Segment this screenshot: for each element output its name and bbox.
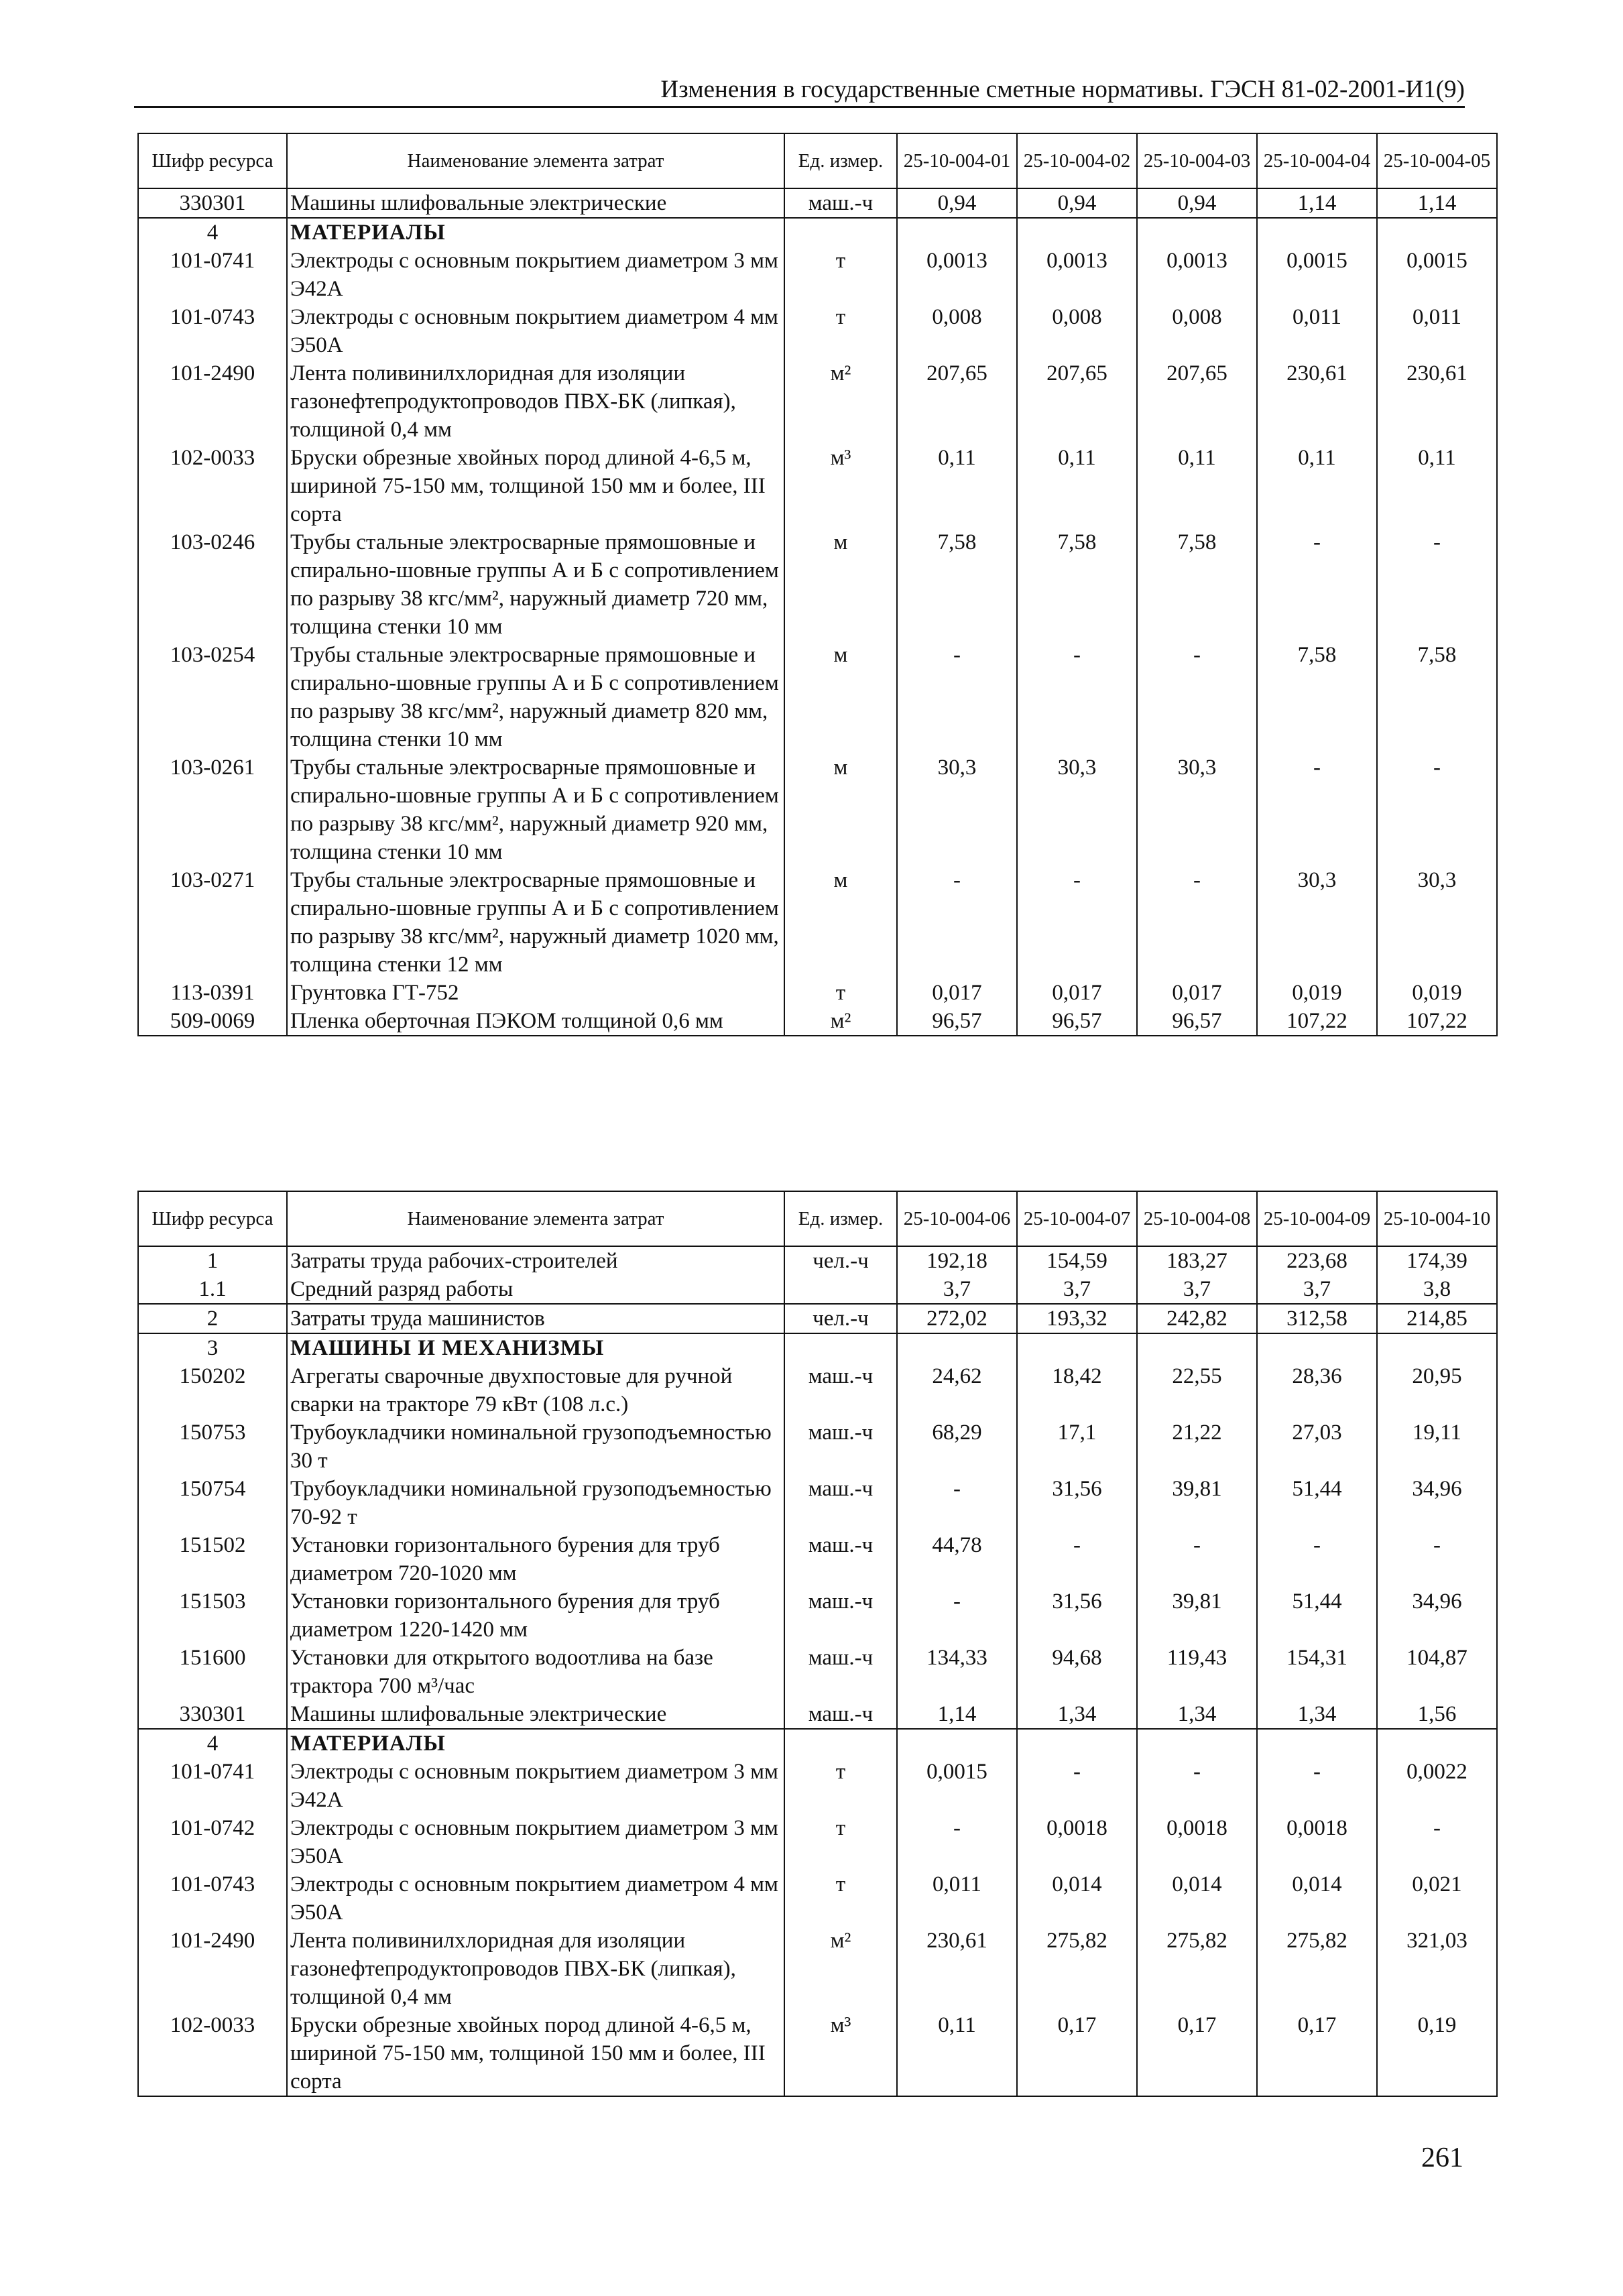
value-cell: 0,0018 [1017,1814,1137,1870]
value-cell: 174,39 [1377,1246,1497,1275]
resource-code: 103-0271 [138,866,287,979]
resource-name: Электроды с основным покрытием диаметром 4 мм Э50А [290,1872,778,1925]
value-cell: 242,82 [1137,1304,1257,1333]
value-cell: 7,58 [1137,528,1257,641]
unit-cell [784,1729,897,1758]
resource-code: 330301 [138,188,287,218]
resource-code: 103-0254 [138,641,287,753]
unit-cell [784,218,897,247]
value-cell: - [1017,866,1137,979]
table-row [138,1644,1497,1700]
value-cell [1377,1333,1497,1362]
value-cell: 0,94 [1017,188,1137,218]
resource-code: 3 [138,1333,287,1362]
section-row [138,1333,1497,1362]
value-cell: 1,14 [1377,188,1497,218]
resource-name: Трубы стальные электросварные прямошовные и спирально-шовные группы А и Б с сопротивлением по разрыву 38 кгс/мм², наружный диаметр 820 мм, толщина стенки 10 мм [290,643,779,751]
column-header-name: Наименование элемента затрат [287,1191,784,1246]
section-row [138,1729,1497,1758]
column-header-name: Наименование элемента затрат [287,133,784,188]
value-cell: 51,44 [1257,1587,1377,1644]
value-cell: 20,95 [1377,1362,1497,1418]
value-cell [1377,218,1497,247]
unit-cell [784,1333,897,1362]
value-cell: 7,58 [1257,641,1377,753]
section-title: МАТЕРИАЛЫ [290,1732,446,1756]
value-cell: 96,57 [1137,1007,1257,1036]
table-row [138,444,1497,528]
unit-cell: т [784,303,897,359]
resource-code: 101-2490 [138,359,287,444]
resource-name: Агрегаты сварочные двухпостовые для ручной сварки на тракторе 79 кВт (108 л.с.) [290,1364,733,1416]
resource-name: Трубоукладчики номинальной грузоподъемностью 30 т [290,1421,772,1473]
value-cell [1017,1729,1137,1758]
table-row [138,866,1497,979]
value-cell: 0,011 [1257,303,1377,359]
resource-code: 101-0741 [138,247,287,303]
unit-cell: м [784,641,897,753]
value-cell: 0,0013 [1017,247,1137,303]
value-cell: 3,7 [1017,1275,1137,1304]
norm-table-2 [137,1191,1498,2097]
value-cell: - [1137,866,1257,979]
value-cell: 0,11 [1017,444,1137,528]
column-header-norm: 25-10-004-02 [1017,133,1137,188]
value-cell: - [1137,1531,1257,1587]
resource-code: 103-0261 [138,753,287,866]
unit-cell: маш.-ч [784,1475,897,1531]
resource-name: Электроды с основным покрытием диаметром 3 мм Э50А [290,1816,778,1868]
resource-code: 101-0741 [138,1758,287,1814]
value-cell: 39,81 [1137,1587,1257,1644]
value-cell: 272,02 [897,1304,1017,1333]
table-row [138,1700,1497,1729]
value-cell: - [1017,1531,1137,1587]
resource-name: Затраты труда машинистов [287,1304,784,1333]
value-cell: 3,7 [897,1275,1017,1304]
resource-code: 102-0033 [138,444,287,528]
table-row [138,1758,1497,1814]
value-cell: 28,36 [1257,1362,1377,1418]
value-cell: - [1017,641,1137,753]
value-cell: 0,0013 [1137,247,1257,303]
value-cell [1377,1729,1497,1758]
value-cell: 0,021 [1377,1870,1497,1927]
value-cell: 275,82 [1017,1927,1137,2011]
table-header-row [138,133,1497,188]
value-cell [1137,1729,1257,1758]
value-cell: - [1257,1531,1377,1587]
value-cell: - [1257,753,1377,866]
value-cell: 275,82 [1137,1927,1257,2011]
resource-name: Электроды с основным покрытием диаметром 4 мм Э50А [290,305,778,357]
value-cell: - [897,1587,1017,1644]
table-row [138,753,1497,866]
value-cell: - [1257,1758,1377,1814]
value-cell: 0,0013 [897,247,1017,303]
value-cell: 134,33 [897,1644,1017,1700]
resource-code: 101-0742 [138,1814,287,1870]
value-cell: 1,34 [1137,1700,1257,1729]
value-cell: 0,19 [1377,2011,1497,2096]
value-cell: 0,008 [1137,303,1257,359]
value-cell: 312,58 [1257,1304,1377,1333]
value-cell: 34,96 [1377,1587,1497,1644]
value-cell: 214,85 [1377,1304,1497,1333]
resource-code: 101-2490 [138,1927,287,2011]
resource-code: 113-0391 [138,979,287,1007]
value-cell [1137,218,1257,247]
table-row [138,1531,1497,1587]
value-cell [897,1729,1017,1758]
unit-cell: м² [784,359,897,444]
value-cell: 0,017 [1017,979,1137,1007]
value-cell: 0,014 [1017,1870,1137,1927]
value-cell [1017,1333,1137,1362]
resource-name: Машины шлифовальные электрические [287,1700,784,1729]
value-cell: 207,65 [1017,359,1137,444]
value-cell: 0,011 [897,1870,1017,1927]
unit-cell: м³ [784,444,897,528]
value-cell: 207,65 [897,359,1017,444]
unit-cell: т [784,1758,897,1814]
value-cell [1137,1333,1257,1362]
page-title: Изменения в государственные сметные нормативы. ГЭСН 81-02-2001-И1(9) [660,76,1465,103]
resource-code: 1 [138,1246,287,1275]
table-row [138,1007,1497,1036]
table-row [138,979,1497,1007]
value-cell: 3,7 [1257,1275,1377,1304]
value-cell: 94,68 [1017,1644,1137,1700]
resource-name: Машины шлифовальные электрические [287,188,784,218]
value-cell: 230,61 [1377,359,1497,444]
resource-code: 330301 [138,1700,287,1729]
column-header-norm: 25-10-004-06 [897,1191,1017,1246]
value-cell: 68,29 [897,1418,1017,1475]
resource-name: Электроды с основным покрытием диаметром 3 мм Э42А [290,1760,778,1812]
table-row [138,641,1497,753]
value-cell: - [1377,528,1497,641]
table-row [138,1587,1497,1644]
resource-code: 4 [138,1729,287,1758]
value-cell: 3,7 [1137,1275,1257,1304]
value-cell: 30,3 [1377,866,1497,979]
unit-cell: маш.-ч [784,1587,897,1644]
unit-cell [784,1275,897,1304]
resource-code: 103-0246 [138,528,287,641]
value-cell: 0,0015 [1377,247,1497,303]
table-row [138,2011,1497,2096]
value-cell: 321,03 [1377,1927,1497,2011]
column-header-norm: 25-10-004-05 [1377,133,1497,188]
column-header-code: Шифр ресурса [138,1191,287,1246]
value-cell [1257,1729,1377,1758]
value-cell: - [1137,641,1257,753]
unit-cell: м [784,528,897,641]
value-cell: 1,34 [1257,1700,1377,1729]
resource-code: 150202 [138,1362,287,1418]
table-row [138,247,1497,303]
value-cell [1257,1333,1377,1362]
table-row [138,1475,1497,1531]
unit-cell: м [784,866,897,979]
resource-code: 1.1 [138,1275,287,1304]
value-cell: 0,0015 [897,1758,1017,1814]
value-cell: 7,58 [897,528,1017,641]
value-cell: 0,011 [1377,303,1497,359]
value-cell: 0,008 [897,303,1017,359]
resource-name: Трубы стальные электросварные прямошовные и спирально-шовные группы А и Б с сопротивлением по разрыву 38 кгс/мм², наружный диаметр 920 мм, толщина стенки 10 мм [290,756,779,864]
value-cell: 34,96 [1377,1475,1497,1531]
page-header [134,74,1465,108]
resource-name: Установки горизонтального бурения для труб диаметром 1220-1420 мм [290,1589,720,1642]
column-header-unit: Ед. измер. [784,1191,897,1246]
value-cell: 3,8 [1377,1275,1497,1304]
value-cell: 207,65 [1137,359,1257,444]
resource-code: 4 [138,218,287,247]
value-cell: 1,34 [1017,1700,1137,1729]
value-cell: 0,11 [897,2011,1017,2096]
unit-cell: маш.-ч [784,1531,897,1587]
value-cell: 154,59 [1017,1246,1137,1275]
value-cell: 0,0015 [1257,247,1377,303]
resource-name: Средний разряд работы [287,1275,784,1304]
table-header-row [138,1191,1497,1246]
value-cell: 119,43 [1137,1644,1257,1700]
unit-cell: чел.-ч [784,1304,897,1333]
value-cell: 0,017 [897,979,1017,1007]
value-cell: - [1377,1531,1497,1587]
value-cell: - [1017,1758,1137,1814]
value-cell: 22,55 [1137,1362,1257,1418]
column-header-norm: 25-10-004-01 [897,133,1017,188]
value-cell: 27,03 [1257,1418,1377,1475]
resource-code: 150753 [138,1418,287,1475]
value-cell: 31,56 [1017,1475,1137,1531]
resource-name: Лента поливинилхлоридная для изоляции газонефтепродуктопроводов ПВХ-БК (липкая), толщиной 0,4 мм [290,361,736,442]
resource-code: 2 [138,1304,287,1333]
unit-cell: т [784,1814,897,1870]
column-header-norm: 25-10-004-09 [1257,1191,1377,1246]
value-cell: 96,57 [1017,1007,1137,1036]
value-cell: 230,61 [1257,359,1377,444]
resource-code: 151503 [138,1587,287,1644]
value-cell: 30,3 [1017,753,1137,866]
value-cell: 51,44 [1257,1475,1377,1531]
value-cell: 31,56 [1017,1587,1137,1644]
resource-name: Лента поливинилхлоридная для изоляции газонефтепродуктопроводов ПВХ-БК (липкая), толщиной 0,4 мм [290,1929,736,2009]
resource-name: Трубы стальные электросварные прямошовные и спирально-шовные группы А и Б с сопротивлением по разрыву 38 кгс/мм², наружный диаметр 1020 мм, толщина стенки 12 мм [290,868,779,977]
value-cell: 7,58 [1017,528,1137,641]
value-cell [1017,218,1137,247]
column-header-norm: 25-10-004-03 [1137,133,1257,188]
resource-name: Установки горизонтального бурения для труб диаметром 720-1020 мм [290,1533,720,1585]
value-cell: 0,0018 [1257,1814,1377,1870]
table-row [138,1927,1497,2011]
value-cell: 0,94 [1137,188,1257,218]
resource-code: 101-0743 [138,1870,287,1927]
value-cell: 24,62 [897,1362,1017,1418]
value-cell: 17,1 [1017,1418,1137,1475]
value-cell: 230,61 [897,1927,1017,2011]
table-row [138,303,1497,359]
column-header-unit: Ед. измер. [784,133,897,188]
unit-cell: чел.-ч [784,1246,897,1275]
table-row [138,1275,1497,1304]
table-row [138,1418,1497,1475]
value-cell: 18,42 [1017,1362,1137,1418]
value-cell: 7,58 [1377,641,1497,753]
value-cell: - [897,641,1017,753]
value-cell: 183,27 [1137,1246,1257,1275]
value-cell: 21,22 [1137,1418,1257,1475]
resource-name: Бруски обрезные хвойных пород длиной 4-6,5 м, шириной 75-150 мм, толщиной 150 мм и более, III сорта [287,2011,784,2096]
unit-cell: маш.-ч [784,1418,897,1475]
value-cell: 0,17 [1017,2011,1137,2096]
value-cell: - [1377,1814,1497,1870]
value-cell: 0,017 [1137,979,1257,1007]
column-header-norm: 25-10-004-04 [1257,133,1377,188]
table-row [138,1362,1497,1418]
resource-code: 151502 [138,1531,287,1587]
section-title: МАШИНЫ И МЕХАНИЗМЫ [290,1336,605,1360]
norm-table-1 [137,133,1498,1036]
resource-code: 102-0033 [138,2011,287,2096]
section-row [138,218,1497,247]
value-cell: 104,87 [1377,1644,1497,1700]
value-cell: 0,019 [1257,979,1377,1007]
value-cell: 0,014 [1137,1870,1257,1927]
resource-name: Установки для открытого водоотлива на базе трактора 700 м³/час [290,1646,713,1698]
value-cell: 192,18 [897,1246,1017,1275]
table-row [138,1870,1497,1927]
column-header-norm: 25-10-004-08 [1137,1191,1257,1246]
value-cell [1257,218,1377,247]
unit-cell: т [784,1870,897,1927]
value-cell: 96,57 [897,1007,1017,1036]
table-row [138,188,1497,218]
resource-name: Затраты труда рабочих-строителей [290,1249,618,1273]
value-cell: 107,22 [1377,1007,1497,1036]
value-cell: 1,14 [897,1700,1017,1729]
column-header-norm: 25-10-004-07 [1017,1191,1137,1246]
value-cell: - [897,1475,1017,1531]
value-cell: 19,11 [1377,1418,1497,1475]
value-cell: 275,82 [1257,1927,1377,2011]
unit-cell: м³ [784,2011,897,2096]
resource-name: Грунтовка ГТ-752 [290,981,459,1005]
table-row [138,528,1497,641]
value-cell: 0,008 [1017,303,1137,359]
unit-cell: м [784,753,897,866]
resource-name: Трубы стальные электросварные прямошовные и спирально-шовные группы А и Б с сопротивлением по разрыву 38 кгс/мм², наружный диаметр 720 мм, толщина стенки 10 мм [290,530,779,639]
value-cell: 30,3 [1257,866,1377,979]
page-number: 261 [1421,2142,1463,2173]
value-cell: 0,11 [897,444,1017,528]
table-row [138,359,1497,444]
value-cell: 1,14 [1257,188,1377,218]
unit-cell: маш.-ч [784,1362,897,1418]
value-cell: 107,22 [1257,1007,1377,1036]
table-row [138,1246,1497,1275]
value-cell: - [897,866,1017,979]
column-header-norm: 25-10-004-10 [1377,1191,1497,1246]
unit-cell: маш.-ч [784,1700,897,1729]
value-cell: 44,78 [897,1531,1017,1587]
value-cell: 30,3 [897,753,1017,866]
value-cell: 30,3 [1137,753,1257,866]
value-cell: 1,56 [1377,1700,1497,1729]
value-cell: 0,11 [1257,444,1377,528]
resource-code: 150754 [138,1475,287,1531]
resource-code: 509-0069 [138,1007,287,1036]
table-row [138,1304,1497,1333]
value-cell: 154,31 [1257,1644,1377,1700]
value-cell: 0,0018 [1137,1814,1257,1870]
resource-name: Бруски обрезные хвойных пород длиной 4-6,5 м, шириной 75-150 мм, толщиной 150 мм и более, III сорта [290,446,766,526]
resource-name: Электроды с основным покрытием диаметром 3 мм Э42А [290,249,778,301]
unit-cell: маш.-ч [784,188,897,218]
unit-cell: м² [784,1927,897,2011]
value-cell: 0,11 [1377,444,1497,528]
table-row [138,1814,1497,1870]
value-cell: 0,014 [1257,1870,1377,1927]
value-cell: 0,0022 [1377,1758,1497,1814]
value-cell: 0,019 [1377,979,1497,1007]
value-cell: - [897,1814,1017,1870]
value-cell: - [1137,1758,1257,1814]
value-cell: 39,81 [1137,1475,1257,1531]
value-cell: - [1257,528,1377,641]
resource-code: 101-0743 [138,303,287,359]
unit-cell: м² [784,1007,897,1036]
value-cell: - [1377,753,1497,866]
resource-code: 151600 [138,1644,287,1700]
value-cell [897,1333,1017,1362]
resource-name: Трубоукладчики номинальной грузоподъемностью 70-92 т [290,1477,772,1529]
unit-cell: маш.-ч [784,1644,897,1700]
value-cell: 0,11 [1137,444,1257,528]
value-cell [897,218,1017,247]
value-cell: 0,17 [1137,2011,1257,2096]
resource-name: Пленка оберточная ПЭКОМ толщиной 0,6 мм [287,1007,784,1036]
column-header-code: Шифр ресурса [138,133,287,188]
unit-cell: т [784,979,897,1007]
value-cell: 0,17 [1257,2011,1377,2096]
value-cell: 193,32 [1017,1304,1137,1333]
value-cell: 0,94 [897,188,1017,218]
section-title: МАТЕРИАЛЫ [290,221,446,245]
value-cell: 223,68 [1257,1246,1377,1275]
unit-cell: т [784,247,897,303]
